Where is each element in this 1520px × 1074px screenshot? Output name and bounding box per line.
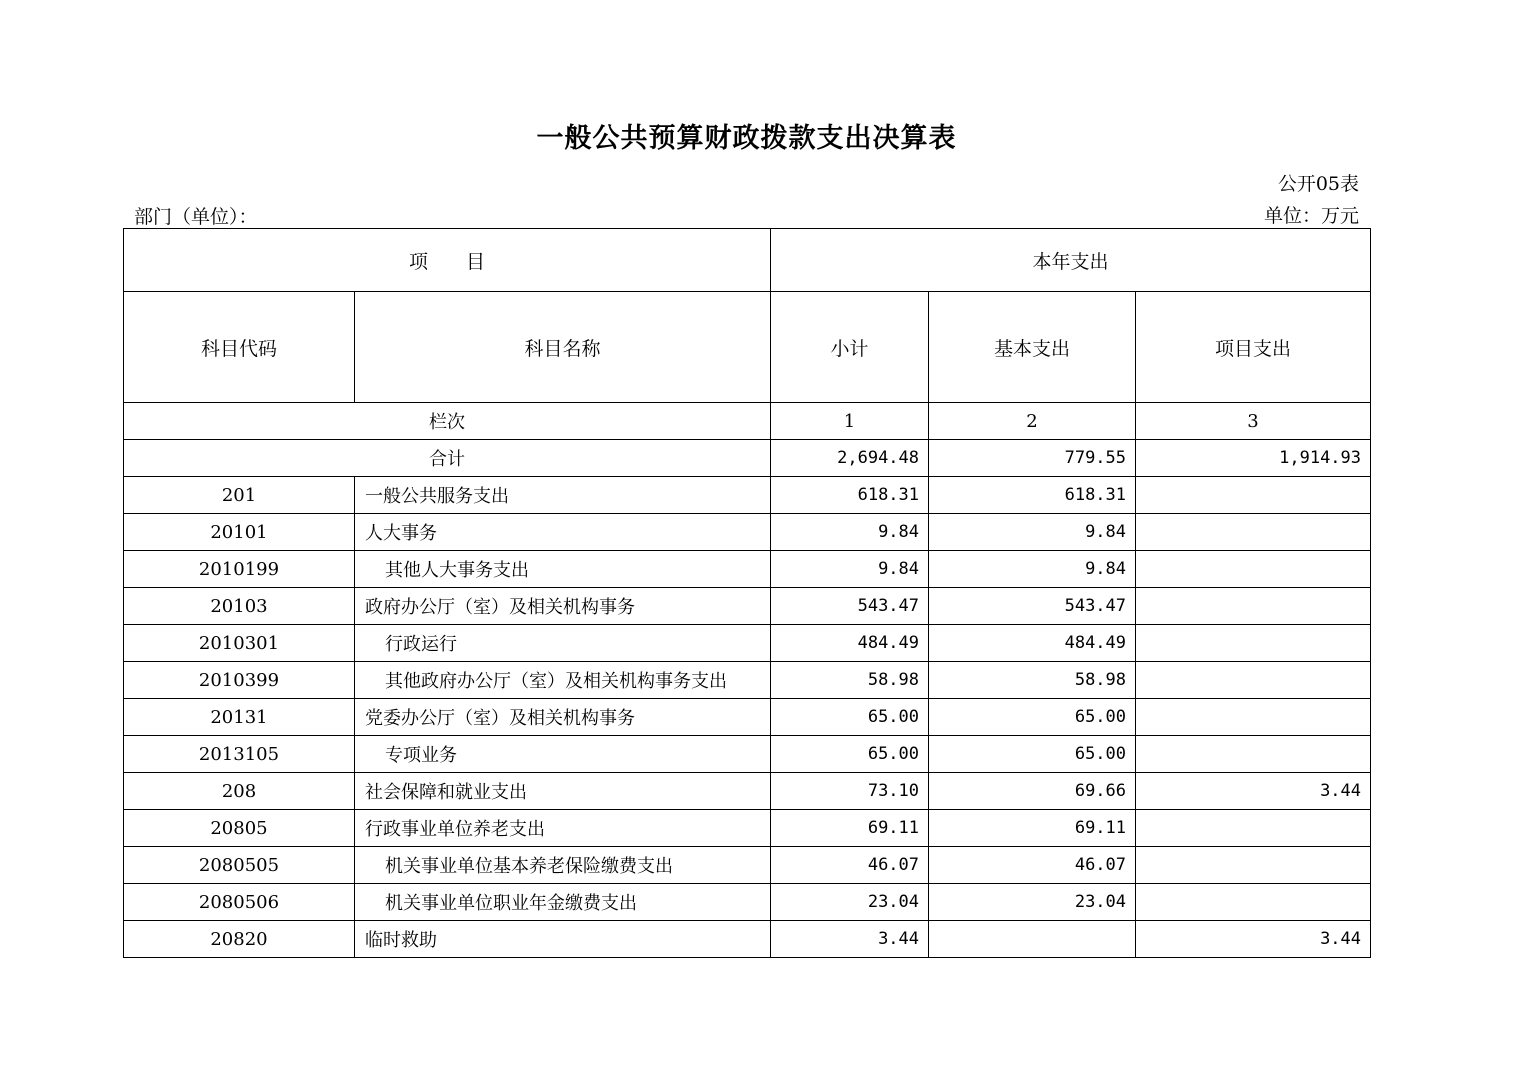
basic-cell: 65.00 <box>929 736 1136 773</box>
code-cell: 20131 <box>124 699 355 736</box>
form-number: 公开05表 <box>1277 173 1359 195</box>
total-basic: 779.55 <box>929 440 1136 477</box>
table-row <box>124 921 1371 958</box>
department-label: 部门（单位）： <box>134 206 258 228</box>
code-header: 科目代码 <box>124 292 355 403</box>
subtotal-cell: 9.84 <box>771 551 929 588</box>
project-cell <box>1136 588 1371 625</box>
basic-cell: 9.84 <box>929 514 1136 551</box>
subtotal-cell: 9.84 <box>771 514 929 551</box>
current-year-header: 本年支出 <box>771 229 1371 292</box>
project-cell <box>1136 477 1371 514</box>
name-cell: 临时救助 <box>355 921 771 958</box>
basic-cell: 9.84 <box>929 551 1136 588</box>
project-cell <box>1136 699 1371 736</box>
basic-cell: 484.49 <box>929 625 1136 662</box>
project-cell: 3.44 <box>1136 773 1371 810</box>
name-cell: 机关事业单位基本养老保险缴费支出 <box>355 847 771 884</box>
subtotal-cell: 23.04 <box>771 884 929 921</box>
column-number-3: 3 <box>1136 403 1371 440</box>
subtotal-cell: 58.98 <box>771 662 929 699</box>
total-project: 1,914.93 <box>1136 440 1371 477</box>
table-row <box>124 810 1371 847</box>
project-cell <box>1136 662 1371 699</box>
basic-cell: 65.00 <box>929 699 1136 736</box>
table-row <box>124 477 1371 514</box>
code-cell: 2010399 <box>124 662 355 699</box>
basic-cell: 23.04 <box>929 884 1136 921</box>
code-cell: 2080506 <box>124 884 355 921</box>
item-header: 项 目 <box>124 229 771 292</box>
code-cell: 20101 <box>124 514 355 551</box>
name-header: 科目名称 <box>355 292 771 403</box>
name-cell: 其他政府办公厅（室）及相关机构事务支出 <box>355 662 771 699</box>
column-number-1: 1 <box>771 403 929 440</box>
subtotal-cell: 73.10 <box>771 773 929 810</box>
basic-cell: 46.07 <box>929 847 1136 884</box>
total-label: 合计 <box>124 440 771 477</box>
project-cell <box>1136 551 1371 588</box>
total-subtotal: 2,694.48 <box>771 440 929 477</box>
subtotal-header: 小计 <box>771 292 929 403</box>
table-row <box>124 662 1371 699</box>
column-number-row <box>124 403 1371 440</box>
name-cell: 行政事业单位养老支出 <box>355 810 771 847</box>
code-cell: 2010199 <box>124 551 355 588</box>
name-cell: 行政运行 <box>355 625 771 662</box>
basic-cell: 618.31 <box>929 477 1136 514</box>
table-row <box>124 514 1371 551</box>
project-header: 项目支出 <box>1136 292 1371 403</box>
code-cell: 2010301 <box>124 625 355 662</box>
project-cell: 3.44 <box>1136 921 1371 958</box>
subtotal-cell: 3.44 <box>771 921 929 958</box>
table-row <box>124 625 1371 662</box>
name-cell: 政府办公厅（室）及相关机构事务 <box>355 588 771 625</box>
table-row <box>124 773 1371 810</box>
subtotal-cell: 65.00 <box>771 699 929 736</box>
project-cell <box>1136 884 1371 921</box>
code-cell: 2013105 <box>124 736 355 773</box>
basic-cell: 58.98 <box>929 662 1136 699</box>
column-number-2: 2 <box>929 403 1136 440</box>
basic-cell <box>929 921 1136 958</box>
name-cell: 专项业务 <box>355 736 771 773</box>
name-cell: 其他人大事务支出 <box>355 551 771 588</box>
code-cell: 201 <box>124 477 355 514</box>
code-cell: 20820 <box>124 921 355 958</box>
page-title: 一般公共预算财政拨款支出决算表 <box>536 123 957 154</box>
project-cell <box>1136 847 1371 884</box>
code-cell: 20805 <box>124 810 355 847</box>
name-cell: 人大事务 <box>355 514 771 551</box>
name-cell: 党委办公厅（室）及相关机构事务 <box>355 699 771 736</box>
table-row <box>124 847 1371 884</box>
header-row-2 <box>124 292 1371 403</box>
basic-cell: 543.47 <box>929 588 1136 625</box>
basic-header: 基本支出 <box>929 292 1136 403</box>
table-row <box>124 884 1371 921</box>
code-cell: 208 <box>124 773 355 810</box>
name-cell: 机关事业单位职业年金缴费支出 <box>355 884 771 921</box>
table-row <box>124 551 1371 588</box>
subtotal-cell: 46.07 <box>771 847 929 884</box>
header-row-1 <box>124 229 1371 292</box>
basic-cell: 69.66 <box>929 773 1136 810</box>
expenditure-table <box>123 228 1371 958</box>
subtotal-cell: 618.31 <box>771 477 929 514</box>
project-cell <box>1136 810 1371 847</box>
subtotal-cell: 65.00 <box>771 736 929 773</box>
subtotal-cell: 69.11 <box>771 810 929 847</box>
table-row <box>124 699 1371 736</box>
table-row <box>124 588 1371 625</box>
table-row <box>124 736 1371 773</box>
name-cell: 一般公共服务支出 <box>355 477 771 514</box>
subtotal-cell: 543.47 <box>771 588 929 625</box>
code-cell: 20103 <box>124 588 355 625</box>
project-cell <box>1136 514 1371 551</box>
subtotal-cell: 484.49 <box>771 625 929 662</box>
column-number-label: 栏次 <box>124 403 771 440</box>
project-cell <box>1136 736 1371 773</box>
name-cell: 社会保障和就业支出 <box>355 773 771 810</box>
unit-label: 单位：万元 <box>1263 205 1359 227</box>
total-row <box>124 440 1371 477</box>
basic-cell: 69.11 <box>929 810 1136 847</box>
project-cell <box>1136 625 1371 662</box>
code-cell: 2080505 <box>124 847 355 884</box>
